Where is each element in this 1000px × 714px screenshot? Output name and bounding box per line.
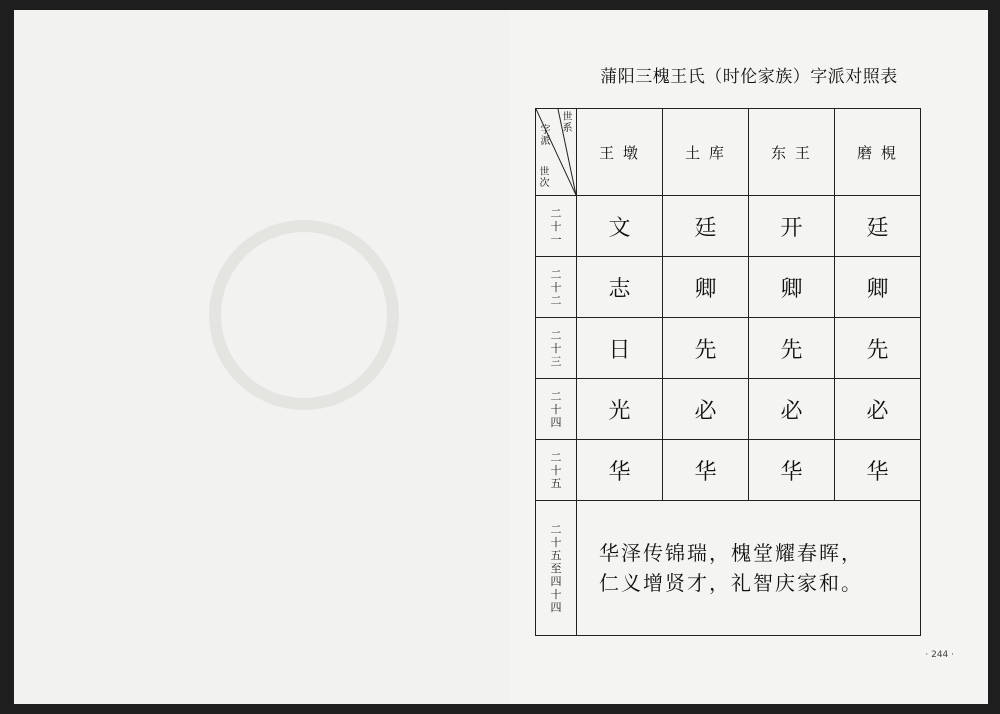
- generation-name-table: [535, 108, 921, 636]
- char-cell: 志: [577, 257, 663, 318]
- char-cell: 华: [577, 440, 663, 501]
- char-cell: 光: [577, 379, 663, 440]
- char-cell: 先: [749, 318, 835, 379]
- char-cell: 必: [749, 379, 835, 440]
- header-row: [536, 109, 921, 196]
- table-row: [536, 440, 921, 501]
- char-cell: 卿: [749, 257, 835, 318]
- bleed-through-seal: [209, 220, 399, 410]
- char-cell: 华: [663, 440, 749, 501]
- char-cell: 先: [835, 318, 921, 379]
- row-label: 二十二: [536, 257, 577, 318]
- char-cell: 廷: [663, 196, 749, 257]
- char-cell: 必: [663, 379, 749, 440]
- char-cell: 文: [577, 196, 663, 257]
- corner-label-shici: 世次: [539, 167, 550, 189]
- poem-row: [536, 501, 921, 636]
- char-cell: 先: [663, 318, 749, 379]
- column-header: 王 墩: [577, 109, 663, 196]
- column-header: 土 库: [663, 109, 749, 196]
- char-cell: 卿: [663, 257, 749, 318]
- row-label: 二十一: [536, 196, 577, 257]
- char-cell: 必: [835, 379, 921, 440]
- row-label: 二十五至四十四: [536, 501, 577, 636]
- poem-line-1: 华泽传锦瑞，槐堂耀春晖，: [599, 541, 863, 565]
- poem-cell: [577, 501, 921, 636]
- corner-label-shixi: 世系: [562, 112, 573, 134]
- row-label: 二十三: [536, 318, 577, 379]
- page-number: · 244 ·: [925, 650, 954, 660]
- row-label: 二十四: [536, 379, 577, 440]
- corner-cell: [536, 109, 577, 196]
- poem-line-2: 仁义增贤才，礼智庆家和。: [599, 571, 863, 595]
- left-page-blank: [14, 10, 510, 704]
- table-row: [536, 379, 921, 440]
- column-header: 东 王: [749, 109, 835, 196]
- page-title: 蒲阳三槐王氏（时伦家族）字派对照表: [600, 67, 898, 87]
- char-cell: 日: [577, 318, 663, 379]
- right-page: [510, 10, 988, 704]
- column-header: 磨 梘: [835, 109, 921, 196]
- table-row: [536, 257, 921, 318]
- row-label: 二十五: [536, 440, 577, 501]
- table-row: [536, 318, 921, 379]
- corner-label-zipai: 字派: [540, 125, 551, 147]
- char-cell: 廷: [835, 196, 921, 257]
- char-cell: 华: [749, 440, 835, 501]
- char-cell: 华: [835, 440, 921, 501]
- table-row: [536, 196, 921, 257]
- char-cell: 卿: [835, 257, 921, 318]
- char-cell: 开: [749, 196, 835, 257]
